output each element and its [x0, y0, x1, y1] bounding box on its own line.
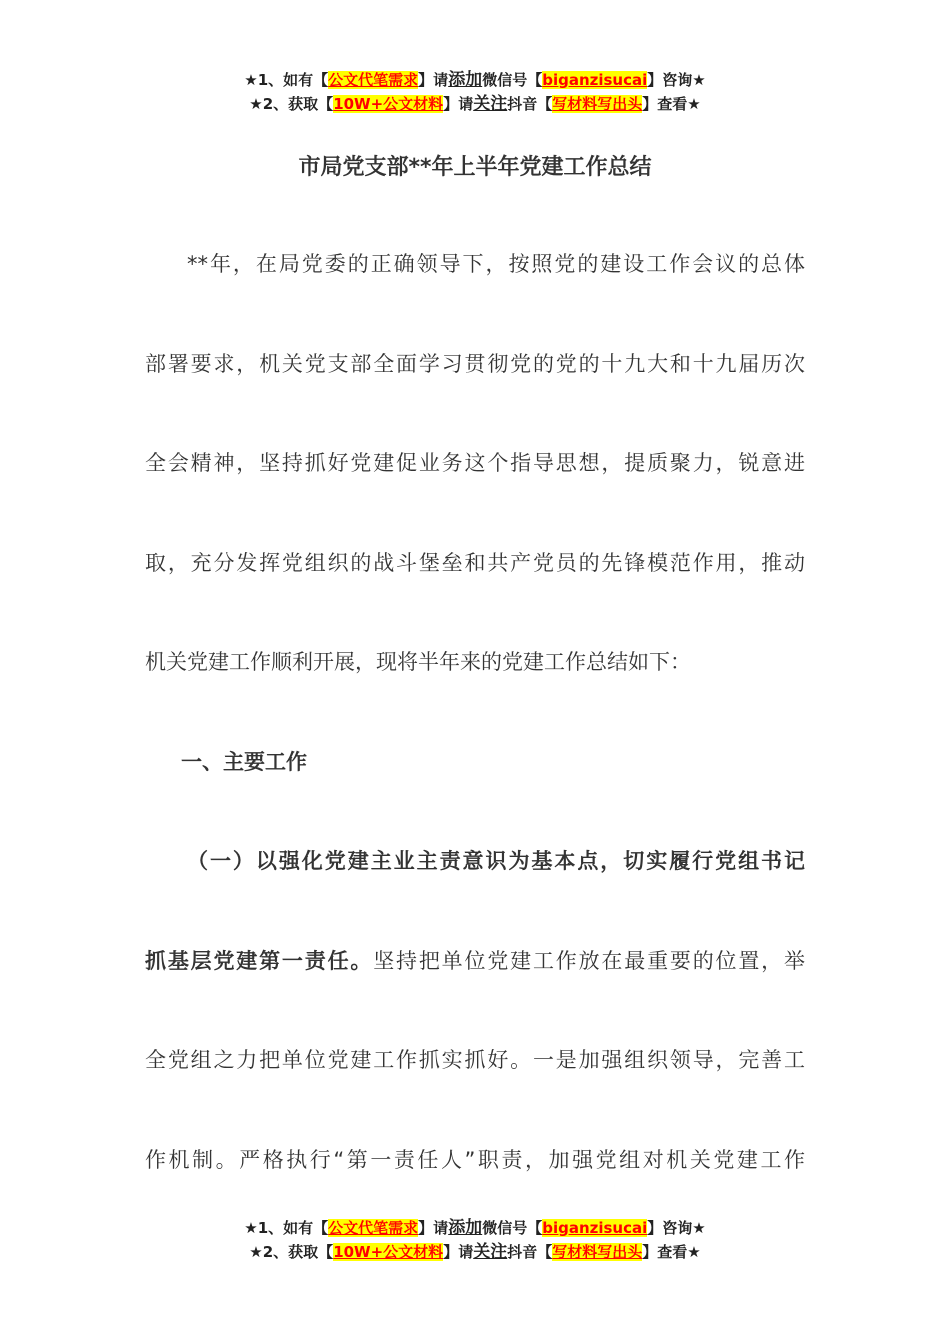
star-icon: ★ — [249, 1243, 263, 1261]
document-body — [145, 215, 805, 1210]
paragraph-line: 取，充分发挥党组织的战斗堡垒和共产党员的先锋模范作用，推动 — [145, 550, 805, 575]
star-icon: ★ — [687, 95, 701, 113]
banner-text: 2、获取【 — [262, 1243, 334, 1261]
banner-text: 2、获取【 — [262, 95, 334, 113]
highlight-materials: 10W+公文材料 — [333, 95, 444, 113]
bottom-banner — [0, 1216, 950, 1264]
star-icon: ★ — [244, 71, 258, 89]
star-icon: ★ — [249, 95, 263, 113]
banner-text: 抖音【 — [507, 1243, 553, 1261]
paragraph-line: 机关党建工作顺利开展，现将半年来的党建工作总结如下： — [145, 650, 691, 674]
banner-text: 抖音【 — [507, 95, 553, 113]
page-title: 市局党支部**年上半年党建工作总结 — [298, 155, 652, 180]
highlight-wechat-id: biganzisucai — [542, 1219, 648, 1237]
banner-text: 】请 — [443, 95, 474, 113]
highlight-materials: 10W+公文材料 — [333, 1243, 444, 1261]
banner-line-1 — [0, 68, 950, 92]
banner-line-1 — [0, 1216, 950, 1240]
highlight-wechat-id: biganzisucai — [542, 71, 648, 89]
banner-text: 微信号【 — [482, 1219, 543, 1237]
banner-text: 1、如有【 — [257, 71, 329, 89]
paragraph-line: **年，在局党委的正确领导下，按照党的建设工作会议的总体 — [187, 252, 805, 276]
banner-text: 】请 — [418, 71, 449, 89]
highlight-service: 公文代笔需求 — [328, 71, 419, 89]
banner-emphasis: 关注 — [473, 1242, 508, 1262]
star-icon: ★ — [692, 71, 706, 89]
section-heading: 一、主要工作 — [181, 749, 307, 774]
star-icon: ★ — [244, 1219, 258, 1237]
banner-text: 】请 — [418, 1219, 449, 1237]
paragraph-line — [145, 912, 805, 1012]
banner-text: 】查看 — [642, 1243, 688, 1261]
banner-line-2 — [0, 1240, 950, 1264]
star-icon: ★ — [687, 1243, 701, 1261]
banner-text: 微信号【 — [482, 71, 543, 89]
highlight-douyin: 写材料写出头 — [552, 95, 643, 113]
highlight-douyin: 写材料写出头 — [552, 1243, 643, 1261]
banner-emphasis: 关注 — [473, 94, 508, 114]
subsection-heading: （一）以强化党建主业主责意识为基本点，切实履行党组书记 — [187, 849, 805, 873]
banner-emphasis: 添加 — [448, 1218, 483, 1238]
paragraph-text: 坚持把单位党建工作放在最重要的位置，举 — [373, 948, 805, 973]
banner-emphasis: 添加 — [448, 70, 483, 90]
paragraph-line: 全党组之力把单位党建工作抓实抓好。一是加强组织领导，完善工 — [145, 1048, 805, 1072]
banner-text: 】咨询 — [647, 1219, 693, 1237]
highlight-service: 公文代笔需求 — [328, 1219, 419, 1237]
banner-text: 】请 — [443, 1243, 474, 1261]
banner-text: 】咨询 — [647, 71, 693, 89]
banner-text: 1、如有【 — [257, 1219, 329, 1237]
star-icon: ★ — [692, 1219, 706, 1237]
paragraph-line: 作机制。严格执行“第一责任人”职责，加强党组对机关党建工作 — [145, 1147, 805, 1172]
banner-text: 】查看 — [642, 95, 688, 113]
banner-line-2 — [0, 92, 950, 116]
subsection-heading-tail: 抓基层党建第一责任。 — [145, 948, 374, 973]
paragraph-line: 全会精神，坚持抓好党建促业务这个指导思想，提质聚力，锐意进 — [145, 451, 805, 475]
top-banner — [0, 68, 950, 116]
paragraph-line: 部署要求，机关党支部全面学习贯彻党的党的十九大和十九届历次 — [145, 351, 805, 376]
